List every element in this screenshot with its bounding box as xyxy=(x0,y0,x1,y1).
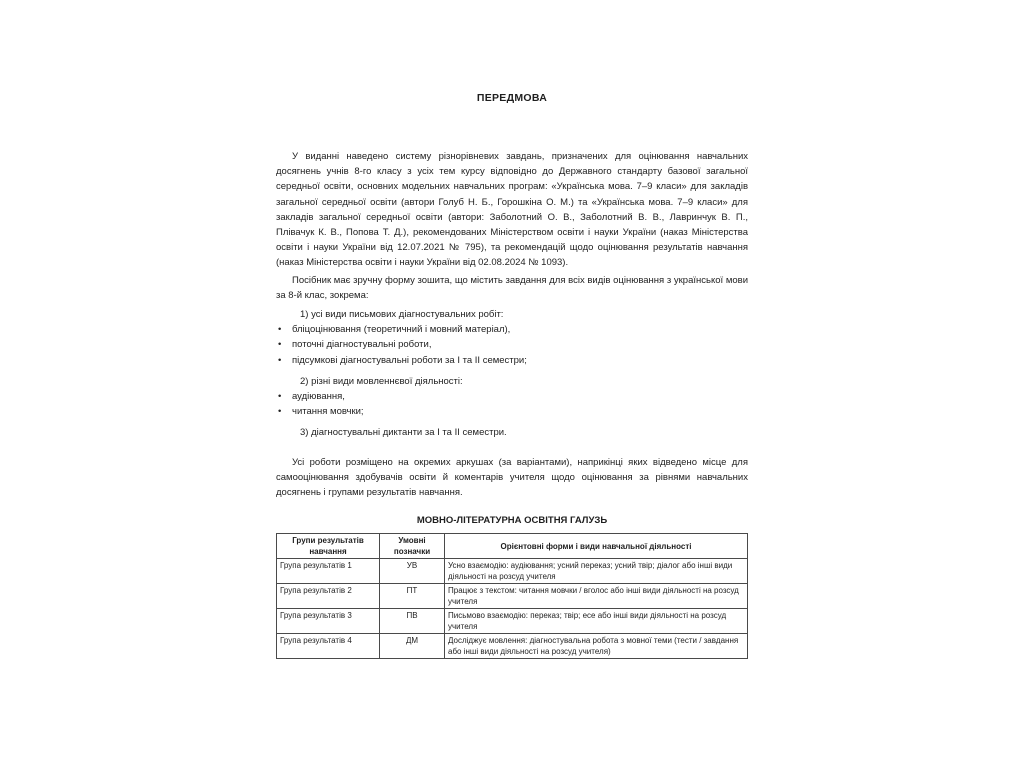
bullet-list-speech-activity xyxy=(276,389,748,419)
cell-forms: Працює з текстом: читання мовчки / вголос або інші види діяльності на розсуд учителя xyxy=(445,584,748,609)
cell-forms: Досліджує мовлення: діагностувальна робота з мовної теми (тести / завдання або інші види діяльності на розсуд учителя) xyxy=(445,634,748,659)
list-item: • поточні діагностувальні роботи, xyxy=(276,337,748,352)
paragraph-intro: У виданні наведено систему різнорівневих завдань, призначених для оцінювання навчальних досягнень учнів 8-го класу з усіх тем курсу відповідно до Державного стандарту базової загальної середньої освіти, основних модельних навчальних програм: «Українська мова. 7–9 класи» для закладів загальної середньої освіти (автори Голуб Н. Б., Горошкіна О. М.) та «Українська мова. 7–9 класи» для закладів загальної середньої освіти (автори: Заболотний О. В., Заболотний В. В., Лавринчук В. П., Плівачук К. В., Попова Т. Д.), рекомендованих Міністерством освіти і науки України (наказ Міністерства освіти і науки України від 12.07.2021 № 795), та рекомендацій щодо оцінювання результатів навчання (наказ Міністерства освіти і науки України від 02.08.2024 № 1093). xyxy=(276,151,748,269)
table-row xyxy=(277,609,748,634)
cell-group: Група результатів 2 xyxy=(277,584,380,609)
list-heading-dictations: 3) діагностувальні диктанти за I та II семестри. xyxy=(300,427,507,439)
list-item: • аудіювання, xyxy=(276,389,748,404)
bullet-list-written-works xyxy=(276,322,748,368)
paragraph-worksheets: Усі роботи розміщено на окремих аркушах (за варіантами), наприкінці яких відведено місце для самооцінювання здобувачів освіти й коментарів учителя щодо оцінювання за рівнями навчальних досягнень і групами результатів навчання. xyxy=(276,456,748,499)
column-header-groups: Групи результатів навчання xyxy=(277,534,380,559)
column-header-codes: Умовні позначки xyxy=(380,534,445,559)
table-row xyxy=(277,634,748,659)
paragraph-workbook: Посібник має зручну форму зошита, що містить завдання для всіх видів оцінювання з української мови за 8-й клас, зокрема: xyxy=(276,274,748,301)
list-heading-speech-activity: 2) різні види мовленнєвої діяльності: xyxy=(300,375,463,387)
cell-forms: Письмово взаємодію: переказ; твір; есе або інші види діяльності на розсуд учителя xyxy=(445,609,748,634)
cell-code: ДМ xyxy=(380,634,445,659)
table-title: МОВНО-ЛІТЕРАТУРНА ОСВІТНЯ ГАЛУЗЬ xyxy=(416,515,608,526)
cell-forms: Усно взаємодію: аудіювання; усний переказ; усний твір; діалог або інші види діяльності на розсуд учителя xyxy=(445,559,748,584)
list-item: • бліцоцінювання (теоретичний і мовний матеріал), xyxy=(276,322,748,337)
preface-body xyxy=(276,149,748,500)
table-row xyxy=(277,559,748,584)
cell-code: ПТ xyxy=(380,584,445,609)
cell-group: Група результатів 4 xyxy=(277,634,380,659)
list-item: • підсумкові діагностувальні роботи за I та II семестри; xyxy=(276,353,748,368)
table-header-row xyxy=(277,534,748,559)
cell-group: Група результатів 3 xyxy=(277,609,380,634)
list-heading-written-works: 1) усі види письмових діагностувальних робіт: xyxy=(300,309,504,321)
cell-code: УВ xyxy=(380,559,445,584)
list-item: • читання мовчки; xyxy=(276,404,748,419)
cell-group: Група результатів 1 xyxy=(277,559,380,584)
table-row xyxy=(277,584,748,609)
page-title: ПЕРЕДМОВА xyxy=(476,92,548,104)
column-header-forms: Орієнтовні форми і види навчальної діяльності xyxy=(445,534,748,559)
cell-code: ПВ xyxy=(380,609,445,634)
results-groups-table xyxy=(276,533,748,659)
